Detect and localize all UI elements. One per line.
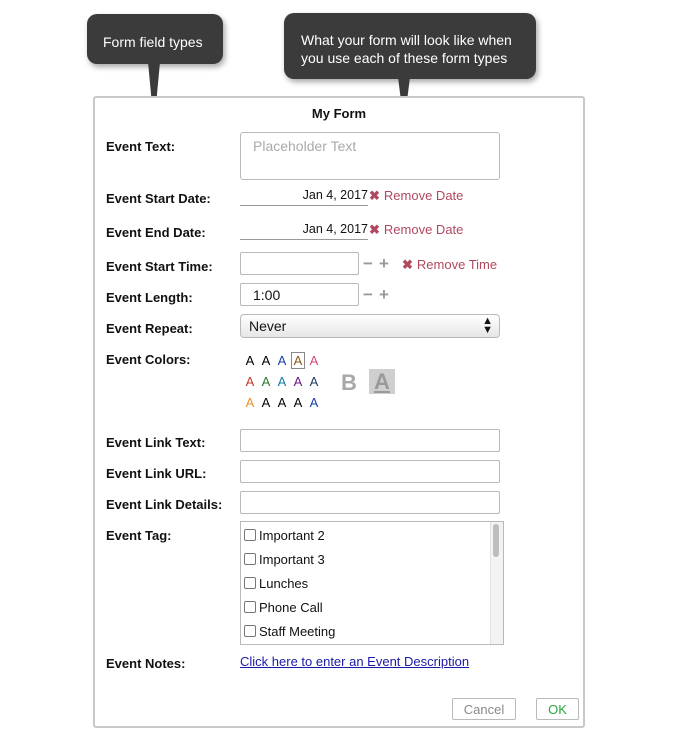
length-field[interactable] — [240, 283, 359, 306]
dialog-title: My Form — [311, 106, 367, 121]
color-swatch[interactable]: A — [309, 395, 319, 410]
color-swatch[interactable]: A — [291, 352, 305, 369]
color-swatch[interactable]: A — [245, 374, 255, 389]
remove-icon: ✖ — [402, 257, 413, 272]
length-minus-button[interactable]: − — [363, 285, 373, 304]
callout-right-text: What your form will look like when you use each of these form types — [301, 32, 512, 66]
color-swatch[interactable]: A — [261, 374, 271, 389]
tag-checkbox[interactable] — [244, 553, 256, 565]
color-swatch[interactable]: A — [309, 374, 319, 389]
length-label: Event Length: — [106, 290, 193, 305]
tag-list-item[interactable] — [244, 624, 335, 639]
callout-form-preview — [284, 13, 536, 79]
end-date-field[interactable]: Jan 4, 2017 — [240, 222, 368, 240]
length-plus-button[interactable]: + — [379, 285, 389, 304]
tag-checkbox[interactable] — [244, 529, 256, 541]
cancel-button[interactable]: Cancel — [452, 698, 516, 720]
tag-label-text: Lunches — [259, 576, 309, 591]
link-details-field[interactable] — [240, 491, 500, 514]
color-swatch[interactable]: A — [277, 374, 287, 389]
notes-label: Event Notes: — [106, 656, 186, 671]
remove-start-date-label: Remove Date — [383, 188, 464, 203]
start-date-label: Event Start Date: — [106, 191, 211, 206]
tag-list-item[interactable] — [244, 576, 308, 591]
tag-label-text: Staff Meeting — [259, 624, 336, 639]
link-url-field[interactable] — [240, 460, 500, 483]
color-swatch[interactable]: A — [245, 353, 255, 368]
tag-label-text: Important 3 — [259, 552, 325, 567]
remove-time-link[interactable] — [402, 257, 497, 273]
color-swatch[interactable]: A — [309, 353, 319, 368]
color-swatch[interactable]: A — [277, 353, 287, 368]
bold-toggle-button[interactable]: B — [341, 370, 357, 395]
tag-scroll-thumb[interactable] — [493, 524, 499, 557]
remove-end-date-link[interactable] — [369, 222, 463, 238]
callout-left-text: Form field types — [103, 34, 203, 50]
start-time-minus-button[interactable]: − — [363, 254, 373, 273]
tag-list-item[interactable] — [244, 528, 325, 543]
color-swatch[interactable]: A — [245, 395, 255, 410]
length-value: 1:00 — [253, 287, 281, 303]
repeat-label: Event Repeat: — [106, 321, 193, 336]
tag-label-text: Phone Call — [259, 600, 323, 615]
tag-label-text: Important 2 — [259, 528, 325, 543]
event-text-field[interactable] — [240, 132, 500, 180]
start-time-plus-button[interactable]: + — [379, 254, 389, 273]
tag-list-item[interactable] — [244, 552, 325, 567]
remove-time-label: Remove Time — [416, 257, 498, 272]
tag-checkbox[interactable] — [244, 601, 256, 613]
start-date-field[interactable]: Jan 4, 2017 — [240, 188, 368, 206]
link-text-label: Event Link Text: — [106, 435, 206, 450]
remove-icon: ✖ — [369, 222, 380, 237]
tag-list-item[interactable] — [244, 600, 323, 615]
ok-button[interactable]: OK — [536, 698, 579, 720]
colors-label: Event Colors: — [106, 352, 191, 367]
remove-start-date-link[interactable] — [369, 188, 463, 204]
color-swatch[interactable]: A — [293, 395, 303, 410]
repeat-selected-value: Never — [249, 318, 287, 334]
tag-listbox[interactable] — [240, 521, 504, 645]
event-description-link[interactable]: Click here to enter an Event Description — [240, 654, 470, 669]
color-swatch[interactable]: A — [261, 353, 271, 368]
link-url-label: Event Link URL: — [106, 466, 207, 481]
color-swatch[interactable]: A — [293, 374, 303, 389]
form-dialog — [93, 96, 585, 728]
tag-checkbox[interactable] — [244, 625, 256, 637]
callout-form-field-types — [87, 14, 223, 64]
color-swatch-grid — [243, 353, 325, 413]
event-text-placeholder: Placeholder Text — [253, 138, 357, 154]
tag-label: Event Tag: — [106, 528, 172, 543]
repeat-select[interactable] — [240, 314, 500, 338]
select-arrows-icon: ▲ ▼ — [482, 315, 493, 336]
start-time-label: Event Start Time: — [106, 259, 213, 274]
link-text-field[interactable] — [240, 429, 500, 452]
remove-icon: ✖ — [369, 188, 380, 203]
event-text-label: Event Text: — [106, 139, 176, 154]
remove-end-date-label: Remove Date — [383, 222, 464, 237]
link-details-label: Event Link Details: — [106, 497, 223, 512]
color-swatch[interactable]: A — [261, 395, 271, 410]
color-swatch[interactable]: A — [277, 395, 287, 410]
underline-toggle-button[interactable]: A — [369, 369, 395, 394]
tag-checkbox[interactable] — [244, 577, 256, 589]
end-date-label: Event End Date: — [106, 225, 206, 240]
start-time-field[interactable] — [240, 252, 359, 275]
tag-scrollbar[interactable] — [490, 522, 503, 644]
